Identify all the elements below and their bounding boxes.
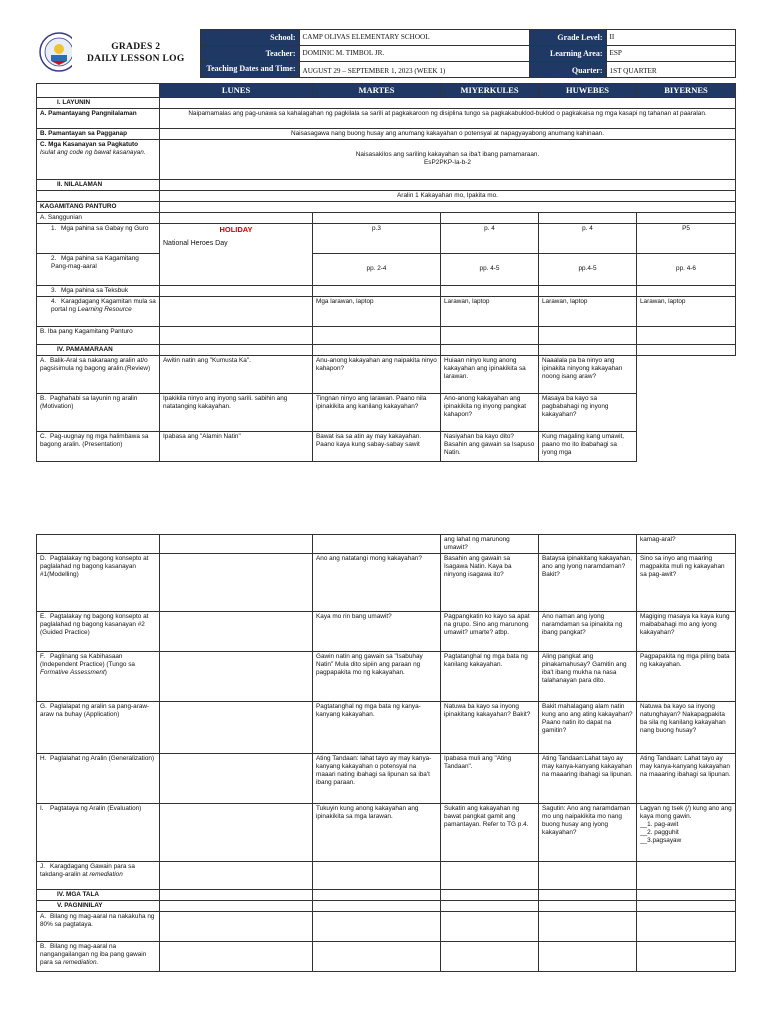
materials-huwebes: Larawan, laptop — [539, 296, 637, 326]
procedure-i-huwebes: Sagutin: Ano ang naramdaman mo ung naipakikita mo nang buong husay ang iyong kakayahan? — [539, 804, 637, 862]
procedure-f-huwebes: Aling pangkat ang pinakamahusay? Gamitin ang iba't ibang mukha na nasa talahanayan para dito. — [539, 652, 637, 702]
procedure-d-martes: Ano ang natatangi mong kakayahan? — [313, 554, 441, 612]
nilalaman-value: Aralin 1 Kakayahan mo, Ipakita mo. — [160, 190, 736, 201]
grade-label: Grade Level: — [529, 30, 606, 46]
resource-2-label: 2. Mga pahina sa Kagamitang Pang-mag-aaral — [37, 253, 160, 285]
objective-c-value — [160, 139, 736, 179]
procedure-e-miyerkules: Pagpangkatin ko kayo sa apat na grupo. Sino ang marunong umawit? umarte? atbp. — [441, 612, 539, 652]
section-nilalaman: II. NILALAMAN — [37, 179, 160, 190]
section-pagninilay: V. PAGNINILAY — [37, 901, 160, 912]
guro-huwebes: p. 4 — [539, 223, 637, 253]
deped-seal — [36, 30, 72, 78]
checklist-item: __3.pagsayaw — [640, 837, 682, 844]
day-biyernes: BIYERNES — [637, 84, 736, 98]
procedure-e-huwebes: Ano naman ang iyong naramdaman sa ipinakita ng ibang pangkat? — [539, 612, 637, 652]
procedure-d-huwebes: Bataysa ipinakitang kakayahan, ano ang iyong naramdaman? Bakit? — [539, 554, 637, 612]
holiday-name: National Heroes Day — [163, 240, 228, 247]
section-layunin: I. LAYUNIN — [37, 97, 160, 108]
procedure-g-label: G. Paglalapat ng aralin sa pang-araw-araw na buhay (Application) — [37, 702, 160, 754]
cont-biyernes: kamag-aral? — [637, 535, 736, 554]
resource-4-label: 4. Karagdagang Kagamitan mula sa portal ng Learning Resource — [37, 296, 160, 326]
page-one — [0, 0, 768, 470]
procedure-d-biyernes: Sino sa inyo ang maaring magpakita muli ng kakayahan sa pag-awit? — [637, 554, 736, 612]
area-value: ESP — [606, 46, 735, 62]
objective-a-value: Naipamamalas ang pag-unawa sa kahalagahan ng pagkilala sa sarili at pagkakaroon ng disiplina tungo sa pagkakabuklod-buklod o pagkakaisa ng mga kasapi ng tahanan at paaralan. — [160, 108, 736, 128]
procedure-i-martes: Tukuyin kung anong kakayahan ang ipinakikita sa mga larawan. — [313, 804, 441, 862]
day-lunes: LUNES — [160, 84, 313, 98]
objective-c-value-1: Naisasakilos ang sariling kakayahan sa iba't ibang pamamaraan. — [355, 151, 540, 159]
procedure-g-martes: Pagtatanghal ng mga bata ng kanya-kanyang kakayahan. — [313, 702, 441, 754]
header-table — [36, 29, 736, 78]
grade-value: II — [606, 30, 735, 46]
procedure-b-miyerkules: Tingnan ninyo ang larawan. Paano nila ipinakikita ang kanilang kakayahan? — [313, 393, 441, 431]
procedure-a-huwebes: Huiaan ninyo kung anong kakayahan ang ipinakikita sa larawan. — [441, 355, 539, 393]
checklist-item: __1. pag-awit — [640, 821, 679, 828]
procedure-d-label: D. Pagtalakay ng bagong konsepto at paglalahad ng bagong kasanayan #1(Modelling) — [37, 554, 160, 612]
dates-label: Teaching Dates and Time: — [200, 62, 299, 78]
procedure-h-label: H. Paglalahat ng Aralin (Generalization) — [37, 754, 160, 804]
procedure-d-miyerkules: Basahin ang gawain sa Isagawa Natin. Kaya ba ninyong isagawa ito? — [441, 554, 539, 612]
objective-c-label: C. Mga Kasanayan sa Pagkatuto — [40, 140, 139, 148]
procedure-e-label: E. Pagtalakay ng bagong konsepto at paglalahad ng bagong kasanayan #2 (Guided Practice) — [37, 612, 160, 652]
section-kagamitan: KAGAMITANG PANTURO — [37, 201, 160, 212]
resources-a-label: A. Sanggunian — [37, 212, 160, 223]
procedure-c-martes: Ipabasa ang "Alamin Natin" — [160, 431, 313, 461]
reflection-a-label: A. Bilang ng mag-aaral na nakakuha ng 80% sa pagtataya. — [37, 912, 160, 942]
procedure-f-biyernes: Pagpapakita ng mga piling bata ng kakayahan. — [637, 652, 736, 702]
lesson-table-page-2 — [36, 534, 736, 972]
procedure-g-biyernes: Natuwa ba kayo sa inyong natunghayan? Nakapagpakita ba sila ng kanilang kakayahan nang buong husay? — [637, 702, 736, 754]
corner-cell — [37, 84, 160, 98]
checklist-item: __2. pagguhit — [640, 829, 679, 836]
objective-c-cell — [37, 139, 160, 179]
procedure-j-label: J. Karagdagang Gawain para sa takdang-aralin at remediation — [37, 862, 160, 890]
objective-c-code: EsP2PKP-Ia-b-2 — [424, 159, 471, 167]
procedure-e-martes: Kaya mo rin bang umawit? — [313, 612, 441, 652]
procedure-h-biyernes: Ating Tandaan: Lahat tayo ay may kanya-kanyang kakayahan na maaaring ibahagi sa lipunan. — [637, 754, 736, 804]
day-martes: MARTES — [313, 84, 441, 98]
seal-icon — [39, 32, 72, 72]
resource-3-label: 3. Mga pahina sa Teksbuk — [37, 285, 160, 296]
procedure-e-biyernes: Magiging masaya ka kaya kung maibabahagi mo ang iyong kakayahan? — [637, 612, 736, 652]
procedure-f-miyerkules: Pagtatanghal ng mga bata ng kanilang kakayahan. — [441, 652, 539, 702]
procedure-a-miyerkules: Anu-anong kakayahan ang naipakita ninyo kahapon? — [313, 355, 441, 393]
day-miyerkules: MIYERKULES — [441, 84, 539, 98]
dates-value: AUGUST 29 – SEPTEMBER 1, 2023 (WEEK 1) — [299, 62, 529, 78]
procedure-g-huwebes: Bakit mahalagang alam natin kung ano ang ating kakayahan? Paano natin ito dapat na gamitin? — [539, 702, 637, 754]
procedure-a-martes: Awitin natin ang "Kumusta Ka". — [160, 355, 313, 393]
procedure-b-label: B. Paghahabi sa layunin ng aralin (Motivation) — [37, 393, 160, 431]
quarter-value: 1ST QUARTER — [606, 62, 735, 78]
school-label: School: — [200, 30, 299, 46]
resources-b-label: B. Iba pang Kagamitang Panturo — [37, 326, 160, 344]
title-line-1: GRADES 2 — [111, 41, 161, 52]
materials-martes: Mga larawan, laptop — [313, 296, 441, 326]
procedure-b-martes: Ipakikila ninyo ang inyong sarili. sabihin ang natatanging kakayahan. — [160, 393, 313, 431]
materials-biyernes: Larawan, laptop — [637, 296, 736, 326]
section-pamamaraan: IV. PAMAMARAAN — [37, 344, 160, 355]
lm-huwebes: pp.4-5 — [539, 253, 637, 285]
procedure-h-martes: Ating Tandaan: lahat tayo ay may kanya-kanyang kakayahan o potensyal na maaari nating ibahagi sa lipunan sa iba't ibang paraan. — [313, 754, 441, 804]
procedure-b-huwebes: Ano-anong kakayahan ang ipinakikita ng inyong pangkat kahapon? — [441, 393, 539, 431]
log-title — [72, 30, 200, 78]
guro-miyerkules: p. 4 — [441, 223, 539, 253]
quarter-label: Quarter: — [529, 62, 606, 78]
lm-miyerkules: pp. 4-5 — [441, 253, 539, 285]
procedure-c-huwebes: Nasiyahan ba kayo dito? Basahin ang gawain sa Isapuso Natin. — [441, 431, 539, 461]
school-value: CAMP OLIVAS ELEMENTARY SCHOOL — [299, 30, 529, 46]
procedure-i-biyernes: Lagyan ng tsek (/) kung ano ang kaya mong gawin. __1. pag-awit __2. pagguhit __3.pagsayaw — [637, 804, 736, 862]
guro-biyernes: P5 — [637, 223, 736, 253]
objective-b-value: Naisasagawa nang buong husay ang anumang kakayahan o potensyal at napagyayabong anumang kahinaan. — [160, 128, 736, 139]
procedure-i-label: I. Pagtataya ng Aralin (Evaluation) — [37, 804, 160, 862]
procedure-a-label: A. Balik-Aral sa nakaraang aralin at/o pagsisimula ng bagong aralin.(Review) — [37, 355, 160, 393]
procedure-f-martes: Gawin natin ang gawain sa "Isabuhay Natin" Mula dito sipiin ang paraan ng pagpapakita mo ng kakayahan. — [313, 652, 441, 702]
procedure-b-biyernes: Masaya ba kayo sa pagbabahagi ng inyong kakayahan? — [539, 393, 637, 431]
lm-biyernes: pp. 4-6 — [637, 253, 736, 285]
procedure-c-miyerkules: Bawat isa sa atin ay may kakayahan. Paano kaya kung sabay-sabay sawit — [313, 431, 441, 461]
guro-martes: p.3 — [313, 223, 441, 253]
section-mga-tala: IV. MGA TALA — [37, 890, 160, 901]
materials-miyerkules: Larawan, laptop — [441, 296, 539, 326]
procedure-h-huwebes: Ating Tandaan:Lahat tayo ay may kanya-kanyang kakayahan na maaaring ibahagi sa lipunan. — [539, 754, 637, 804]
holiday-label: HOLIDAY — [219, 224, 253, 234]
objective-c-sub: Isulat ang code ng bawat kasanayan. — [40, 148, 146, 156]
resource-4-sub: Learning Resource — [77, 305, 132, 313]
title-line-2: DAILY LESSON LOG — [86, 53, 185, 64]
lm-martes: pp. 2-4 — [313, 253, 441, 285]
procedure-i-miyerkules: Sukatin ang kakayahan ng bawat pangkat gamit ang pamantayan. Refer to TG p.4. — [441, 804, 539, 862]
page-two — [0, 530, 768, 1024]
procedure-a-biyernes: Naaalala pa ba ninyo ang ipinakita ninyong kakayahan noong isang araw? — [539, 355, 637, 393]
procedure-h-miyerkules: Ipabasa muli ang "Ating Tandaan". — [441, 754, 539, 804]
day-huwebes: HUWEBES — [539, 84, 637, 98]
cont-miyerkules: ang lahat ng marunong umawit? — [441, 535, 539, 554]
procedure-f-label: F. Paglinang sa Kabihasaan (Independent Practice) (Tungo sa Formative Assessment) — [37, 652, 160, 702]
area-label: Learning Area: — [529, 46, 606, 62]
holiday-cell — [160, 223, 313, 285]
objective-a-label: A. Pamantayang Pangnilalaman — [37, 108, 160, 128]
reflection-b-label: B. Bilang ng mag-aaral na nangangailangan ng iba pang gawain para sa remediation. — [37, 942, 160, 972]
procedure-c-biyernes: Kung magaling kang umawit, paano mo ito ibabahagi sa iyong mga — [539, 431, 637, 461]
lesson-table-page-1 — [36, 83, 736, 462]
teacher-label: Teacher: — [200, 46, 299, 62]
resource-1-label: 1. Mga pahina sa Gabay ng Guro — [37, 223, 160, 253]
teacher-value: DOMINIC M. TIMBOL JR. — [299, 46, 529, 62]
procedure-c-label: C. Pag-uugnay ng mga halimbawa sa bagong aralin. (Presentation) — [37, 431, 160, 461]
objective-b-label: B. Pamantayan sa Pagganap — [37, 128, 160, 139]
procedure-g-miyerkules: Natuwa ba kayo sa inyong ipinakitang kakayahan? Bakit? — [441, 702, 539, 754]
